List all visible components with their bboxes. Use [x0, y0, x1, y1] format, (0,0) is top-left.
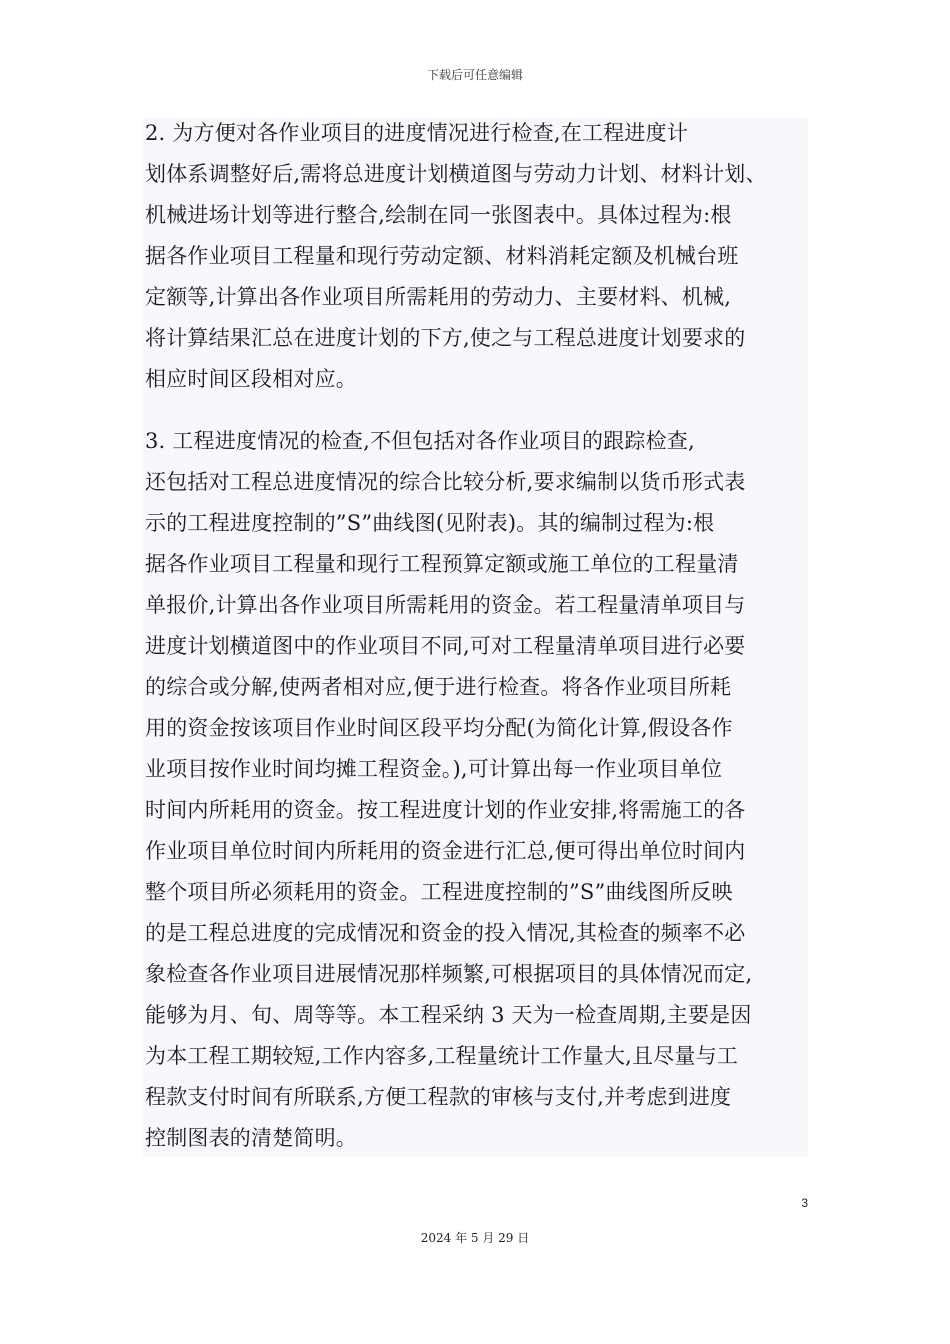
paragraph-3-line-12: 整个项目所必须耗用的资金。工程进度控制的”S”曲线图所反映 — [145, 880, 733, 904]
footer-date: 2024 年 5 月 29 日 — [420, 1231, 530, 1245]
paragraph-2-line-3: 机械进场计划等进行整合,绘制在同一张图表中。具体过程为:根 — [145, 203, 732, 227]
paragraph-3-line-5: 单报价,计算出各作业项目所需耗用的资金。若工程量清单项目与 — [145, 593, 746, 617]
paragraph-3-line-14: 象检查各作业项目进展情况那样频繁,可根据项目的具体情况而定, — [145, 962, 753, 986]
paragraph-2-line-4: 据各作业项目工程量和现行劳动定额、材料消耗定额及机械台班 — [145, 244, 739, 268]
paragraph-3-line-4: 据各作业项目工程量和现行工程预算定额或施工单位的工程量清 — [145, 552, 739, 576]
paragraph-3-line-16: 为本工程工期较短,工作内容多,工程量统计工作量大,且尽量与工 — [145, 1044, 739, 1068]
paragraph-3-line-3: 示的工程进度控制的”S”曲线图(见附表)。其的编制过程为:根 — [145, 511, 715, 535]
paragraph-3-line-10: 时间内所耗用的资金。按工程进度计划的作业安排,将需施工的各 — [145, 798, 746, 822]
paragraph-3-line-11: 作业项目单位时间内所耗用的资金进行汇总,便可得出单位时间内 — [145, 839, 746, 863]
document-body — [143, 117, 808, 1157]
paragraph-3-line-7: 的综合或分解,使两者相对应,便于进行检查。将各作业项目所耗 — [145, 675, 732, 699]
paragraph-3-line-8: 用的资金按该项目作业时间区段平均分配(为简化计算,假设各作 — [145, 716, 733, 740]
paragraph-2-line-6: 将计算结果汇总在进度计划的下方,使之与工程总进度计划要求的 — [145, 326, 746, 350]
paragraph-3-line-6: 进度计划横道图中的作业项目不同,可对工程量清单项目进行必要 — [145, 634, 746, 658]
page-header: 下载后可任意编辑 — [426, 68, 523, 82]
paragraph-2-line-7: 相应时间区段相对应。 — [145, 367, 357, 391]
page-number: 3 — [801, 1196, 808, 1210]
paragraph-3-line-9: 业项目按作业时间均摊工程资金。),可计算出每一作业项目单位 — [145, 757, 723, 781]
paragraph-3-line-18: 控制图表的清楚简明。 — [145, 1126, 357, 1150]
paragraph-2-line-2: 划体系调整好后,需将总进度计划横道图与劳动力计划、材料计划、 — [145, 162, 767, 186]
paragraph-3-line-1: 3. 工程进度情况的检查,不但包括对各作业项目的跟踪检查, — [145, 429, 695, 453]
paragraph-3-line-15: 能够为月、旬、周等等。本工程采纳 3 天为一检查周期,主要是因 — [145, 1003, 752, 1027]
paragraph-2-line-1: 2. 为方便对各作业项目的进度情况进行检查,在工程进度计 — [145, 121, 688, 145]
paragraph-3-line-2: 还包括对工程总进度情况的综合比较分析,要求编制以货币形式表 — [145, 470, 746, 494]
paragraph-3-line-13: 的是工程总进度的完成情况和资金的投入情况,其检查的频率不必 — [145, 921, 746, 945]
paragraph-3-line-17: 程款支付时间有所联系,方便工程款的审核与支付,并考虑到进度 — [145, 1085, 732, 1109]
paragraph-2-line-5: 定额等,计算出各作业项目所需耗用的劳动力、主要材料、机械, — [145, 285, 732, 309]
